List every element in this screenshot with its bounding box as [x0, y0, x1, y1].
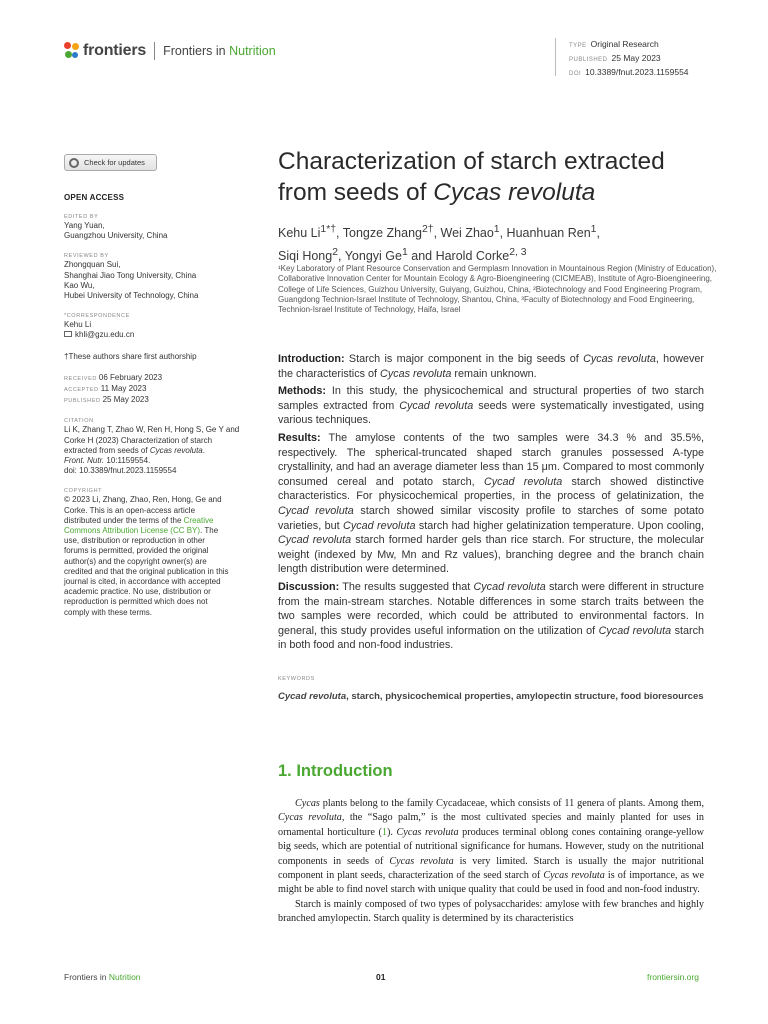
sidebar	[64, 154, 264, 618]
article-meta	[555, 38, 689, 76]
author[interactable]: Tongze Zhang$^{2\dagger}$	[342, 224, 434, 241]
correspondence-email[interactable]: khli@gzu.edu.cn	[64, 330, 264, 340]
page-number: 01	[376, 972, 386, 982]
abstract-introduction: Introduction: Starch is major component in the big seeds of Cycas revoluta, however the characteristics of Cycas revoluta remain unknown.	[278, 353, 704, 380]
edited-by: EDITED BY Yang Yuan, Guangzhou University, China	[64, 214, 168, 241]
author-list: Kehu $Li^{1*\dagger}$, Tongze Zhang$^{2\dagger}$, Wei Zhao$^1$, Huanhuan Ren$^1$, Siqi Hong$^2$, Yongyi Ge$^1$ and Harold Corke$^{2, 3}$	[278, 224, 600, 264]
paragraph: Starch is mainly composed of two types of polysaccharides: amylose with few branches and highly branched amylopectin. Starch quality is determined by its characteristics	[278, 898, 704, 925]
author[interactable]: Kehu $Li^{1*\dagger}$	[278, 224, 337, 241]
author[interactable]: Huanhuan Ren$^1$	[506, 224, 597, 241]
open-access-label: OPEN ACCESS	[64, 193, 125, 202]
frontiers-logo[interactable]	[64, 42, 276, 60]
footer-journal: Frontiers in Nutrition	[64, 972, 141, 982]
refresh-icon	[69, 158, 79, 168]
mail-icon	[64, 331, 72, 337]
section-heading: 1. Introduction	[278, 762, 393, 780]
logo-divider	[154, 42, 155, 60]
keywords-label: KEYWORDS	[278, 676, 315, 682]
correspondence: *CORRESPONDENCE Kehu Li khli@gzu.edu.cn	[64, 312, 264, 340]
footer-site-link[interactable]: frontiersin.org	[647, 972, 699, 982]
keywords: Cycad revoluta, starch, physicochemical properties, amylopectin structure, food bioresources	[278, 691, 704, 702]
frontiers-logo-icon	[64, 42, 80, 60]
brand-name: frontiers	[83, 42, 147, 59]
author[interactable]: Siqi Hong$^2$	[278, 247, 338, 264]
abstract-results: Results: The amylose contents of the two samples were 34.3 % and 35.5%, respectively. The spherical-truncated shaped starch granules possessed A-type crystallinity, and had an average diameter less than 15 μm. Compared to most commonly consumed cereal and potato starch, Cycad revoluta starch showed distinctive characteristics. For physicochemical properties, in the process of gelatinization, the Cycad revoluta starch showed similar viscosity profile to starches of some potato varieties, but Cycad revoluta starch had higher gelatinization temperature. Upon cooling, Cycad revoluta starch formed harder gels than rice starch. For structure, the molecular weight (indexed by Mw, Mn and Rz values), branching degree and the branch chain length distribution were determined.	[278, 431, 705, 576]
abstract-methods: Methods: In this study, the physicochemical and structural properties of two starch samples extracted from Cycad revoluta seeds were systematically investigated, using various techniques.	[278, 385, 705, 427]
affiliations: ¹Key Laboratory of Plant Resource Conservation and Germplasm Innovation in Mountainous Region (Ministry of Education), Collaborative Innovation Center for Mountain Ecology & Agro-Bioengineering (CICMEAB), Institute of Agro-Bioengineering, College of Life Sciences, Guizhou University, Guiyang, Guizhou, China, ²Biotechnology and Food Engineering Program, Guangdong Technion-Israel Institute of Technology, Shantou, China, ³Faculty of Biotechnology and Food Engineering, Technion-Israel Institute of Technology, Haifa, Israel	[278, 264, 717, 315]
license-link[interactable]: Creative	[183, 515, 214, 525]
body-text	[278, 797, 704, 927]
citation-link[interactable]: 1	[381, 826, 387, 838]
article-title: Characterization of starch extracted from seeds of Cycas revoluta	[278, 148, 665, 206]
author[interactable]: Harold Corke$^{2, 3}$	[435, 247, 527, 264]
author[interactable]: Yongyi Ge$^1$	[344, 247, 408, 264]
reviewed-by: REVIEWED BY Zhongquan Sui, Shanghai Jiao Tong University, China Kao Wu, Hubei University of Technology, China	[64, 253, 199, 301]
copyright: COPYRIGHT © 2023 Li, Zhang, Zhao, Ren, Hong, Ge and Corke. This is an open-access article distributed under the terms of the Creative Commons Attribution License (CC BY). The use, distribution or reproduction in other forums is permitted, provided the original author(s) and the copyright owner(s) are credited and that the original publication in this journal is cited, in accordance with accepted academic practice. No use, distribution or reproduction is permitted which does not comply with these terms.	[64, 488, 229, 617]
meta-type: TYPE Original Research	[569, 39, 659, 49]
meta-published: PUBLISHED 25 May 2023	[569, 53, 661, 63]
journal-name: Frontiers in Nutrition	[163, 44, 276, 58]
meta-doi: DOI 10.3389/fnut.2023.1159554	[569, 67, 689, 77]
license-link-2[interactable]: Commons Attribution License (CC BY)	[64, 526, 201, 536]
author[interactable]: Wei Zhao$^1$	[440, 224, 500, 241]
paragraph: Cycas plants belong to the family Cycadaceae, which consists of 11 genera of plants. Among them, Cycas revoluta, the “Sago palm,” is the most cultivated species and mainly planted for uses in ornamental horticulture (1). Cycas revoluta produces terminal oblong cones containing orange-yellow big seeds, which are potential of nutritional significance for humans. However, study on the nutritional components in seeds of Cycas revoluta is very limited. Starch is usually the major nutritional component in plant seeds, characterization of the seed starch of Cycas revoluta is of importance, as we might be able to find novel starch with unique quality that could be used in food and non-food industry.	[278, 798, 705, 896]
abstract-discussion: Discussion: The results suggested that Cycad revoluta starch were different in structure from the main-stream starches. Notable differences in some starch traits between the two samples were recorded, which could be attributed to environmental factors. In general, this study provides useful information on the utilization of Cycad revoluta starch in both food and non-food industries.	[278, 580, 705, 652]
check-updates-button[interactable]: Check for updates	[64, 154, 157, 171]
citation: CITATION Li K, Zhang T, Zhao W, Ren H, Hong S, Ge Y and Corke H (2023) Characterization of starch extracted from seeds of Cycas revoluta. Front. Nutr. 10:1159554. doi: 10.3389/fnut.2023.1159554	[64, 418, 240, 476]
abstract	[278, 352, 704, 656]
dates: RECEIVED 06 February 2023 ACCEPTED 11 May 2023 PUBLISHED 25 May 2023	[64, 372, 163, 405]
shared-authorship: †These authors share first authorship	[64, 351, 197, 361]
